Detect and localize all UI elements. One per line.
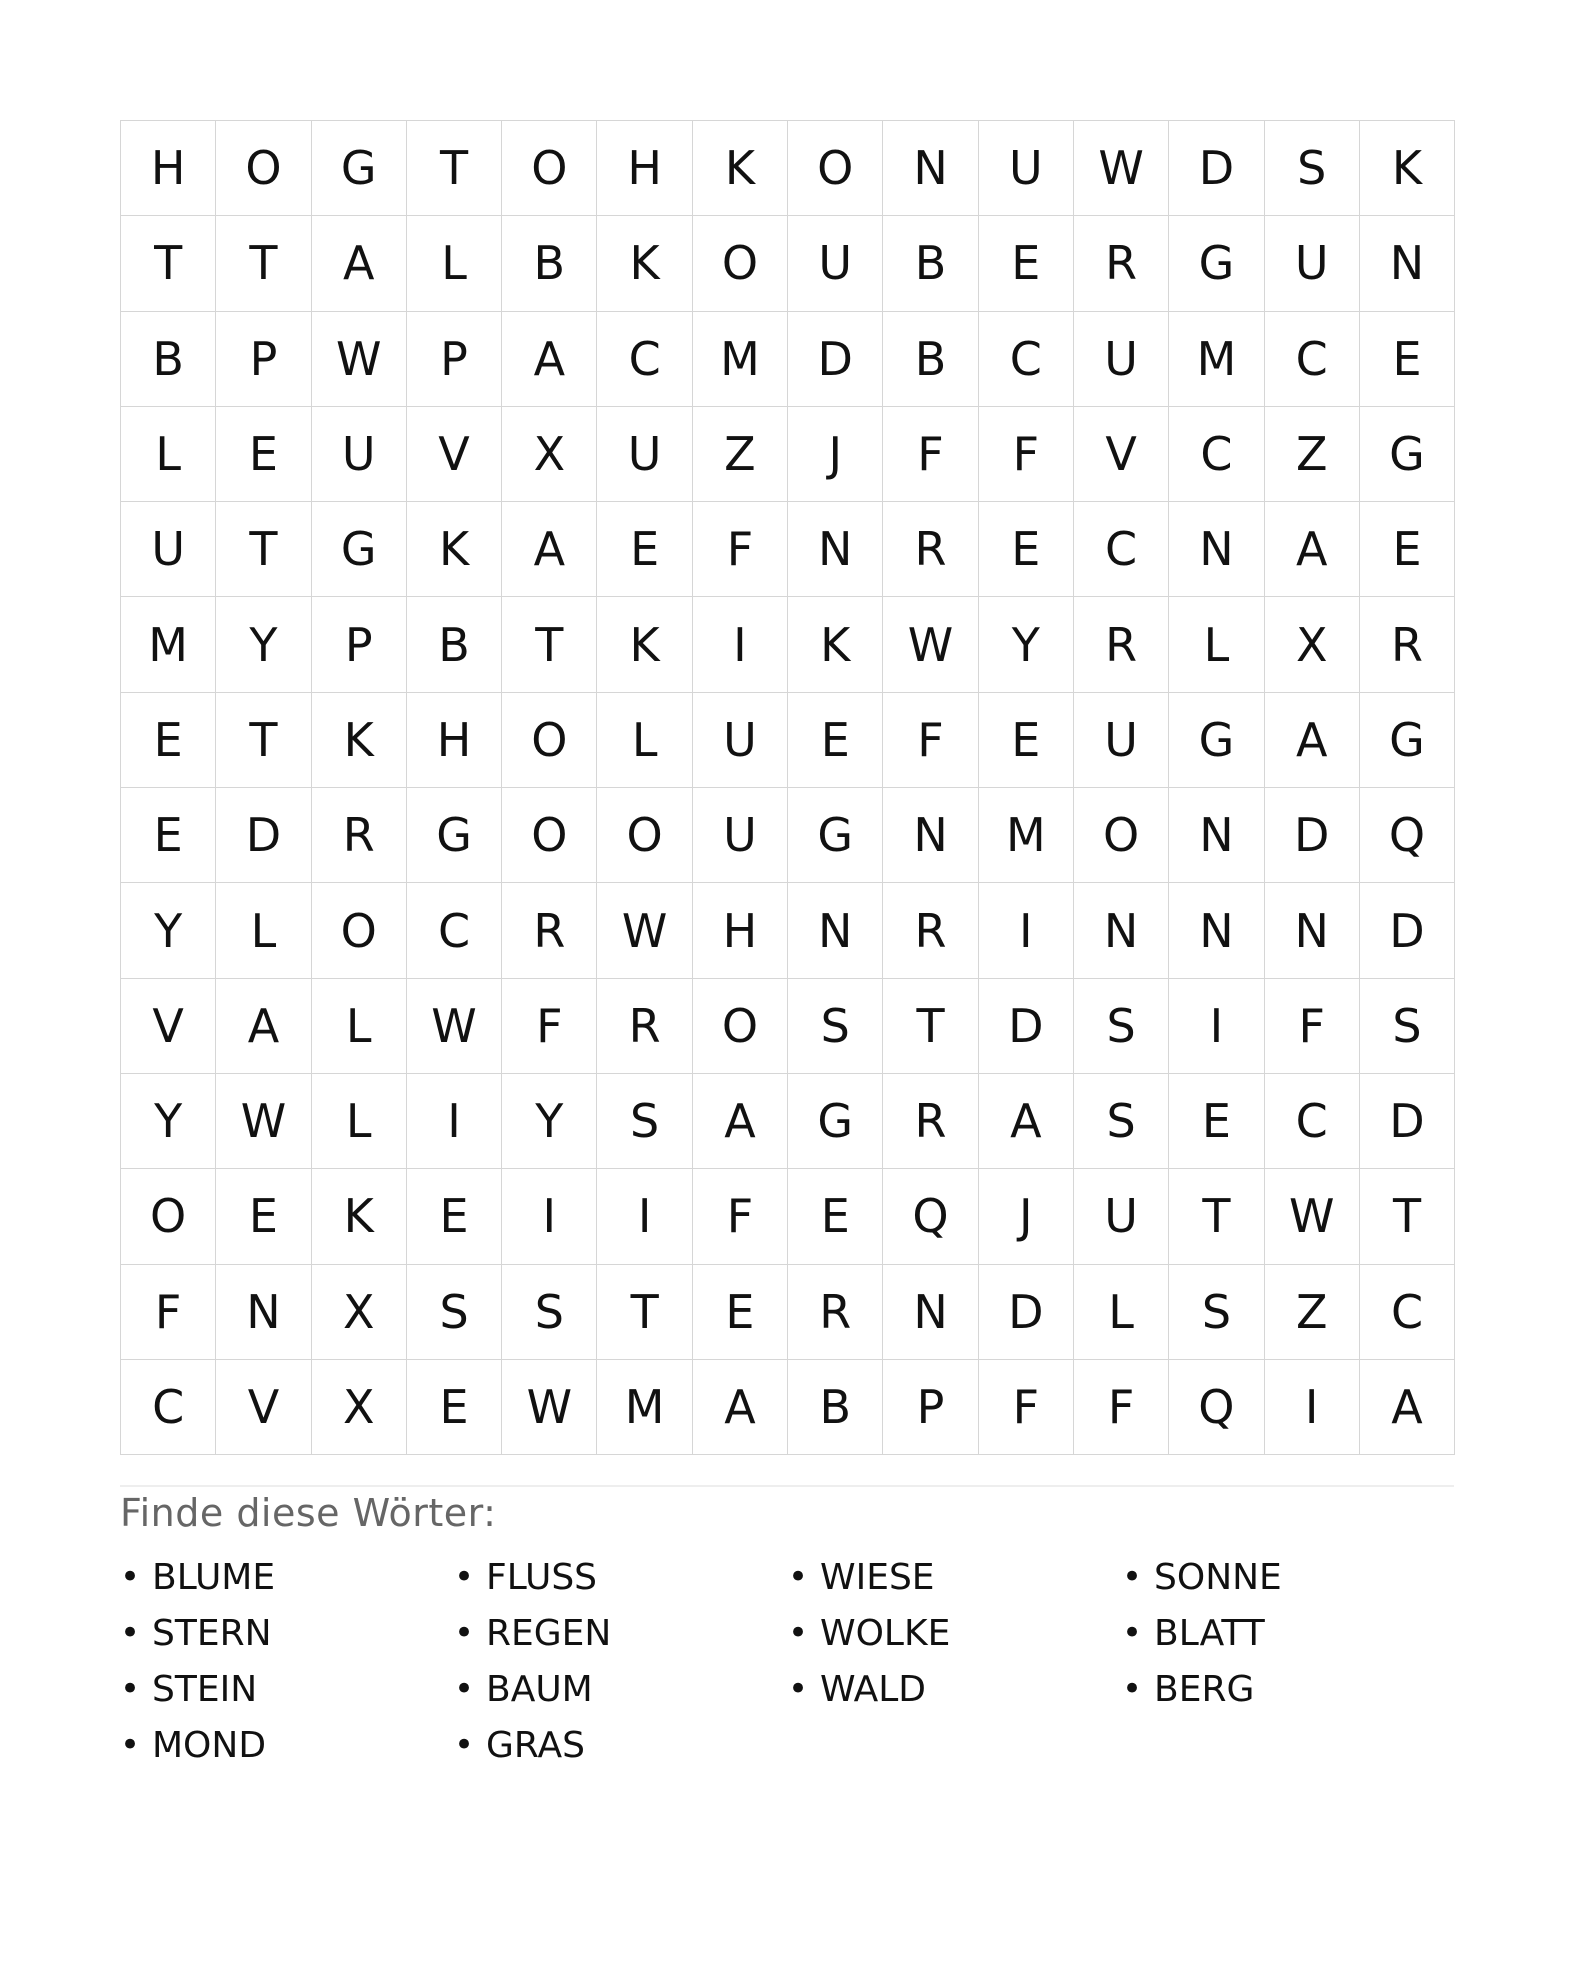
grid-cell[interactable]: Q bbox=[1360, 788, 1455, 883]
grid-cell[interactable]: A bbox=[502, 502, 597, 597]
grid-cell[interactable]: J bbox=[979, 1169, 1074, 1264]
grid-cell[interactable]: P bbox=[407, 312, 502, 407]
grid-cell[interactable]: A bbox=[502, 312, 597, 407]
word-label: REGEN bbox=[486, 1612, 612, 1654]
grid-cell[interactable]: K bbox=[407, 502, 502, 597]
grid-cell[interactable]: U bbox=[312, 407, 407, 502]
grid-cell[interactable]: M bbox=[1169, 312, 1264, 407]
word-list-item bbox=[120, 1549, 454, 1605]
grid-cell[interactable]: W bbox=[216, 1074, 311, 1169]
grid-cell[interactable]: X bbox=[312, 1360, 407, 1455]
grid-cell[interactable]: H bbox=[597, 121, 692, 216]
grid-cell[interactable]: G bbox=[1360, 693, 1455, 788]
grid-cell[interactable]: U bbox=[1074, 693, 1169, 788]
grid-cell[interactable]: T bbox=[1169, 1169, 1264, 1264]
grid-cell[interactable]: H bbox=[407, 693, 502, 788]
grid-cell[interactable]: O bbox=[788, 121, 883, 216]
word-list-heading: Finde diese Wörter: bbox=[120, 1491, 497, 1536]
grid-cell[interactable]: U bbox=[693, 693, 788, 788]
grid-cell[interactable]: U bbox=[1074, 312, 1169, 407]
grid-cell[interactable]: E bbox=[407, 1169, 502, 1264]
grid-cell[interactable]: W bbox=[312, 312, 407, 407]
grid-cell[interactable]: C bbox=[121, 1360, 216, 1455]
grid-cell[interactable]: V bbox=[121, 979, 216, 1074]
grid-cell[interactable]: D bbox=[1169, 121, 1264, 216]
grid-cell[interactable]: T bbox=[883, 979, 978, 1074]
grid-cell[interactable]: G bbox=[407, 788, 502, 883]
grid-cell[interactable]: N bbox=[788, 883, 883, 978]
grid-cell[interactable]: B bbox=[121, 312, 216, 407]
grid-cell[interactable]: E bbox=[979, 693, 1074, 788]
grid-cell[interactable]: Z bbox=[1265, 1265, 1360, 1360]
grid-cell[interactable]: V bbox=[407, 407, 502, 502]
grid-cell[interactable]: G bbox=[1360, 407, 1455, 502]
word-list-item bbox=[1122, 1605, 1456, 1661]
grid-cell[interactable]: L bbox=[216, 883, 311, 978]
grid-cell[interactable]: R bbox=[788, 1265, 883, 1360]
bullet-icon: • bbox=[120, 1613, 141, 1654]
grid-cell[interactable]: E bbox=[407, 1360, 502, 1455]
grid-cell[interactable]: A bbox=[312, 216, 407, 311]
bullet-icon: • bbox=[120, 1725, 141, 1766]
bullet-icon: • bbox=[1122, 1613, 1143, 1654]
grid-cell[interactable]: W bbox=[1265, 1169, 1360, 1264]
grid-cell[interactable]: M bbox=[597, 1360, 692, 1455]
grid-cell[interactable]: U bbox=[979, 121, 1074, 216]
grid-cell[interactable]: O bbox=[597, 788, 692, 883]
grid-cell[interactable]: D bbox=[979, 1265, 1074, 1360]
grid-cell[interactable]: W bbox=[502, 1360, 597, 1455]
word-label: STERN bbox=[152, 1612, 272, 1654]
grid-cell[interactable]: T bbox=[502, 597, 597, 692]
grid-cell[interactable]: A bbox=[216, 979, 311, 1074]
grid-cell[interactable]: E bbox=[979, 216, 1074, 311]
grid-cell[interactable]: D bbox=[1360, 1074, 1455, 1169]
grid-cell[interactable]: T bbox=[121, 216, 216, 311]
grid-cell[interactable]: X bbox=[502, 407, 597, 502]
grid-cell[interactable]: R bbox=[883, 502, 978, 597]
grid-cell[interactable]: A bbox=[1265, 502, 1360, 597]
grid-cell[interactable]: A bbox=[1265, 693, 1360, 788]
grid-cell[interactable]: N bbox=[1169, 502, 1264, 597]
grid-cell[interactable]: W bbox=[883, 597, 978, 692]
word-label: WALD bbox=[820, 1668, 927, 1710]
grid-cell[interactable]: E bbox=[121, 693, 216, 788]
grid-cell[interactable]: U bbox=[121, 502, 216, 597]
grid-cell[interactable]: I bbox=[1169, 979, 1264, 1074]
grid-cell[interactable]: S bbox=[1360, 979, 1455, 1074]
bullet-icon: • bbox=[454, 1669, 475, 1710]
grid-cell[interactable]: Y bbox=[121, 1074, 216, 1169]
grid-cell[interactable]: C bbox=[407, 883, 502, 978]
grid-cell[interactable]: N bbox=[883, 1265, 978, 1360]
grid-cell[interactable]: R bbox=[597, 979, 692, 1074]
grid-cell[interactable]: Q bbox=[883, 1169, 978, 1264]
grid-cell[interactable]: H bbox=[121, 121, 216, 216]
grid-cell[interactable]: F bbox=[883, 407, 978, 502]
grid-cell[interactable]: O bbox=[216, 121, 311, 216]
grid-cell[interactable]: K bbox=[788, 597, 883, 692]
grid-cell[interactable]: T bbox=[216, 502, 311, 597]
grid-cell[interactable]: V bbox=[216, 1360, 311, 1455]
grid-cell[interactable]: N bbox=[1169, 883, 1264, 978]
grid-cell[interactable]: N bbox=[1265, 883, 1360, 978]
grid-cell[interactable]: K bbox=[312, 1169, 407, 1264]
word-list-item bbox=[788, 1661, 1122, 1717]
grid-cell[interactable]: E bbox=[216, 407, 311, 502]
grid-cell[interactable]: C bbox=[597, 312, 692, 407]
grid-cell[interactable]: F bbox=[502, 979, 597, 1074]
bullet-icon: • bbox=[788, 1613, 809, 1654]
grid-cell[interactable]: I bbox=[502, 1169, 597, 1264]
word-label: BLUME bbox=[152, 1556, 276, 1598]
grid-cell[interactable]: U bbox=[788, 216, 883, 311]
grid-cell[interactable]: R bbox=[1074, 216, 1169, 311]
grid-cell[interactable]: C bbox=[1074, 502, 1169, 597]
grid-cell[interactable]: S bbox=[1169, 1265, 1264, 1360]
grid-cell[interactable]: P bbox=[312, 597, 407, 692]
grid-cell[interactable]: E bbox=[216, 1169, 311, 1264]
grid-cell[interactable]: K bbox=[597, 597, 692, 692]
grid-cell[interactable]: L bbox=[597, 693, 692, 788]
grid-cell[interactable]: W bbox=[597, 883, 692, 978]
grid-cell[interactable]: B bbox=[788, 1360, 883, 1455]
grid-cell[interactable]: L bbox=[121, 407, 216, 502]
grid-cell[interactable]: E bbox=[979, 502, 1074, 597]
grid-cell[interactable]: I bbox=[597, 1169, 692, 1264]
grid-cell[interactable]: D bbox=[216, 788, 311, 883]
bullet-icon: • bbox=[1122, 1557, 1143, 1598]
word-label: WIESE bbox=[820, 1556, 935, 1598]
word-label: GRAS bbox=[486, 1724, 585, 1766]
grid-cell[interactable]: P bbox=[216, 312, 311, 407]
grid-cell[interactable]: A bbox=[1360, 1360, 1455, 1455]
word-list bbox=[120, 1549, 1454, 1773]
grid-cell[interactable]: L bbox=[312, 979, 407, 1074]
grid-cell[interactable]: S bbox=[407, 1265, 502, 1360]
grid-cell[interactable]: N bbox=[883, 788, 978, 883]
word-list-item bbox=[120, 1661, 454, 1717]
grid-cell[interactable]: M bbox=[979, 788, 1074, 883]
grid-cell[interactable]: O bbox=[693, 979, 788, 1074]
grid-cell[interactable]: N bbox=[1169, 788, 1264, 883]
grid-cell[interactable]: O bbox=[502, 693, 597, 788]
grid-cell[interactable]: F bbox=[693, 502, 788, 597]
word-list-item bbox=[454, 1661, 788, 1717]
word-list-item bbox=[788, 1549, 1122, 1605]
word-label: BAUM bbox=[486, 1668, 593, 1710]
grid-cell[interactable]: S bbox=[1265, 121, 1360, 216]
grid-cell[interactable]: A bbox=[693, 1360, 788, 1455]
grid-cell[interactable]: R bbox=[1360, 597, 1455, 692]
word-label: MOND bbox=[152, 1724, 267, 1766]
grid-cell[interactable]: Y bbox=[216, 597, 311, 692]
grid-cell[interactable]: T bbox=[216, 216, 311, 311]
grid-cell[interactable]: K bbox=[312, 693, 407, 788]
grid-cell[interactable]: G bbox=[1169, 693, 1264, 788]
bullet-icon: • bbox=[120, 1669, 141, 1710]
word-label: WOLKE bbox=[820, 1612, 951, 1654]
bullet-icon: • bbox=[1122, 1669, 1143, 1710]
grid-cell[interactable]: O bbox=[121, 1169, 216, 1264]
word-list-item bbox=[454, 1605, 788, 1661]
word-list-item bbox=[120, 1605, 454, 1661]
grid-cell[interactable]: U bbox=[1074, 1169, 1169, 1264]
grid-cell[interactable]: M bbox=[693, 312, 788, 407]
grid-cell[interactable]: L bbox=[312, 1074, 407, 1169]
grid-cell[interactable]: N bbox=[1360, 216, 1455, 311]
grid-cell[interactable]: K bbox=[597, 216, 692, 311]
grid-cell[interactable]: U bbox=[693, 788, 788, 883]
grid-cell[interactable]: S bbox=[788, 979, 883, 1074]
grid-cell[interactable]: T bbox=[216, 693, 311, 788]
grid-cell[interactable]: Q bbox=[1169, 1360, 1264, 1455]
grid-cell[interactable]: E bbox=[1360, 502, 1455, 597]
grid-cell[interactable]: G bbox=[788, 1074, 883, 1169]
grid-cell[interactable]: M bbox=[121, 597, 216, 692]
grid-cell[interactable]: I bbox=[979, 883, 1074, 978]
grid-cell[interactable]: Z bbox=[1265, 407, 1360, 502]
grid-cell[interactable]: D bbox=[979, 979, 1074, 1074]
grid-cell[interactable]: N bbox=[1074, 883, 1169, 978]
letter-grid bbox=[120, 120, 1455, 1455]
grid-cell[interactable]: I bbox=[693, 597, 788, 692]
grid-cell[interactable]: L bbox=[1169, 597, 1264, 692]
word-list-item bbox=[454, 1549, 788, 1605]
grid-cell[interactable]: E bbox=[1169, 1074, 1264, 1169]
bullet-icon: • bbox=[454, 1613, 475, 1654]
bullet-icon: • bbox=[120, 1557, 141, 1598]
grid-cell[interactable]: D bbox=[1265, 788, 1360, 883]
word-list-item bbox=[120, 1717, 454, 1773]
grid-cell[interactable]: B bbox=[883, 312, 978, 407]
word-label: BLATT bbox=[1154, 1612, 1265, 1654]
grid-cell[interactable]: X bbox=[312, 1265, 407, 1360]
grid-cell[interactable]: T bbox=[407, 121, 502, 216]
word-label: STEIN bbox=[152, 1668, 258, 1710]
grid-cell[interactable]: S bbox=[502, 1265, 597, 1360]
grid-cell[interactable]: U bbox=[597, 407, 692, 502]
grid-cell[interactable]: F bbox=[693, 1169, 788, 1264]
grid-cell[interactable]: C bbox=[979, 312, 1074, 407]
grid-cell[interactable]: O bbox=[693, 216, 788, 311]
grid-cell[interactable]: E bbox=[788, 1169, 883, 1264]
grid-cell[interactable]: D bbox=[1360, 883, 1455, 978]
word-list-item bbox=[788, 1605, 1122, 1661]
divider bbox=[120, 1485, 1454, 1487]
grid-cell[interactable]: T bbox=[597, 1265, 692, 1360]
grid-cell[interactable]: R bbox=[502, 883, 597, 978]
grid-cell[interactable]: P bbox=[883, 1360, 978, 1455]
grid-cell[interactable]: F bbox=[979, 407, 1074, 502]
grid-cell[interactable]: J bbox=[788, 407, 883, 502]
word-label: FLUSS bbox=[486, 1556, 598, 1598]
grid-cell[interactable]: S bbox=[1074, 979, 1169, 1074]
grid-cell[interactable]: I bbox=[1265, 1360, 1360, 1455]
grid-cell[interactable]: H bbox=[693, 883, 788, 978]
bullet-icon: • bbox=[454, 1557, 475, 1598]
grid-cell[interactable]: G bbox=[312, 502, 407, 597]
grid-cell[interactable]: F bbox=[121, 1265, 216, 1360]
grid-cell[interactable]: G bbox=[1169, 216, 1264, 311]
grid-cell[interactable]: R bbox=[883, 883, 978, 978]
grid-cell[interactable]: Y bbox=[121, 883, 216, 978]
grid-cell[interactable]: O bbox=[312, 883, 407, 978]
grid-cell[interactable]: Y bbox=[979, 597, 1074, 692]
word-label: SONNE bbox=[1154, 1556, 1282, 1598]
grid-cell[interactable]: I bbox=[407, 1074, 502, 1169]
word-list-item bbox=[1122, 1661, 1456, 1717]
grid-cell[interactable]: G bbox=[312, 121, 407, 216]
grid-cell[interactable]: R bbox=[1074, 597, 1169, 692]
grid-cell[interactable]: A bbox=[979, 1074, 1074, 1169]
grid-cell[interactable]: F bbox=[883, 693, 978, 788]
grid-cell[interactable]: R bbox=[312, 788, 407, 883]
grid-cell[interactable]: S bbox=[597, 1074, 692, 1169]
bullet-icon: • bbox=[788, 1557, 809, 1598]
grid-cell[interactable]: N bbox=[788, 502, 883, 597]
grid-cell[interactable]: F bbox=[979, 1360, 1074, 1455]
grid-cell[interactable]: F bbox=[1074, 1360, 1169, 1455]
grid-cell[interactable]: C bbox=[1265, 1074, 1360, 1169]
grid-cell[interactable]: C bbox=[1265, 312, 1360, 407]
grid-cell[interactable]: W bbox=[407, 979, 502, 1074]
grid-cell[interactable]: W bbox=[1074, 121, 1169, 216]
grid-cell[interactable]: L bbox=[1074, 1265, 1169, 1360]
grid-cell[interactable]: E bbox=[597, 502, 692, 597]
grid-cell[interactable]: B bbox=[883, 216, 978, 311]
word-list-item bbox=[1122, 1549, 1456, 1605]
grid-cell[interactable]: K bbox=[693, 121, 788, 216]
puzzle-page bbox=[120, 120, 1454, 1773]
grid-cell[interactable]: U bbox=[1265, 216, 1360, 311]
grid-cell[interactable]: O bbox=[1074, 788, 1169, 883]
grid-cell[interactable]: E bbox=[693, 1265, 788, 1360]
grid-cell[interactable]: Y bbox=[502, 1074, 597, 1169]
grid-cell[interactable]: C bbox=[1360, 1265, 1455, 1360]
grid-cell[interactable]: V bbox=[1074, 407, 1169, 502]
grid-cell[interactable]: A bbox=[693, 1074, 788, 1169]
grid-cell[interactable]: S bbox=[1074, 1074, 1169, 1169]
word-label: BERG bbox=[1154, 1668, 1255, 1710]
grid-cell[interactable]: T bbox=[1360, 1169, 1455, 1264]
grid-cell[interactable]: X bbox=[1265, 597, 1360, 692]
grid-cell[interactable]: R bbox=[883, 1074, 978, 1169]
word-list-item bbox=[454, 1717, 788, 1773]
grid-cell[interactable]: L bbox=[407, 216, 502, 311]
bullet-icon: • bbox=[788, 1669, 809, 1710]
grid-cell[interactable]: N bbox=[883, 121, 978, 216]
bullet-icon: • bbox=[454, 1725, 475, 1766]
grid-cell[interactable]: O bbox=[502, 121, 597, 216]
grid-cell[interactable]: E bbox=[1360, 312, 1455, 407]
grid-cell[interactable]: E bbox=[121, 788, 216, 883]
grid-cell[interactable]: E bbox=[788, 693, 883, 788]
grid-cell[interactable]: G bbox=[788, 788, 883, 883]
grid-cell[interactable]: Z bbox=[693, 407, 788, 502]
grid-cell[interactable]: D bbox=[788, 312, 883, 407]
grid-cell[interactable]: F bbox=[1265, 979, 1360, 1074]
grid-cell[interactable]: N bbox=[216, 1265, 311, 1360]
grid-cell[interactable]: C bbox=[1169, 407, 1264, 502]
grid-cell[interactable]: K bbox=[1360, 121, 1455, 216]
grid-cell[interactable]: B bbox=[407, 597, 502, 692]
grid-cell[interactable]: O bbox=[502, 788, 597, 883]
grid-cell[interactable]: B bbox=[502, 216, 597, 311]
